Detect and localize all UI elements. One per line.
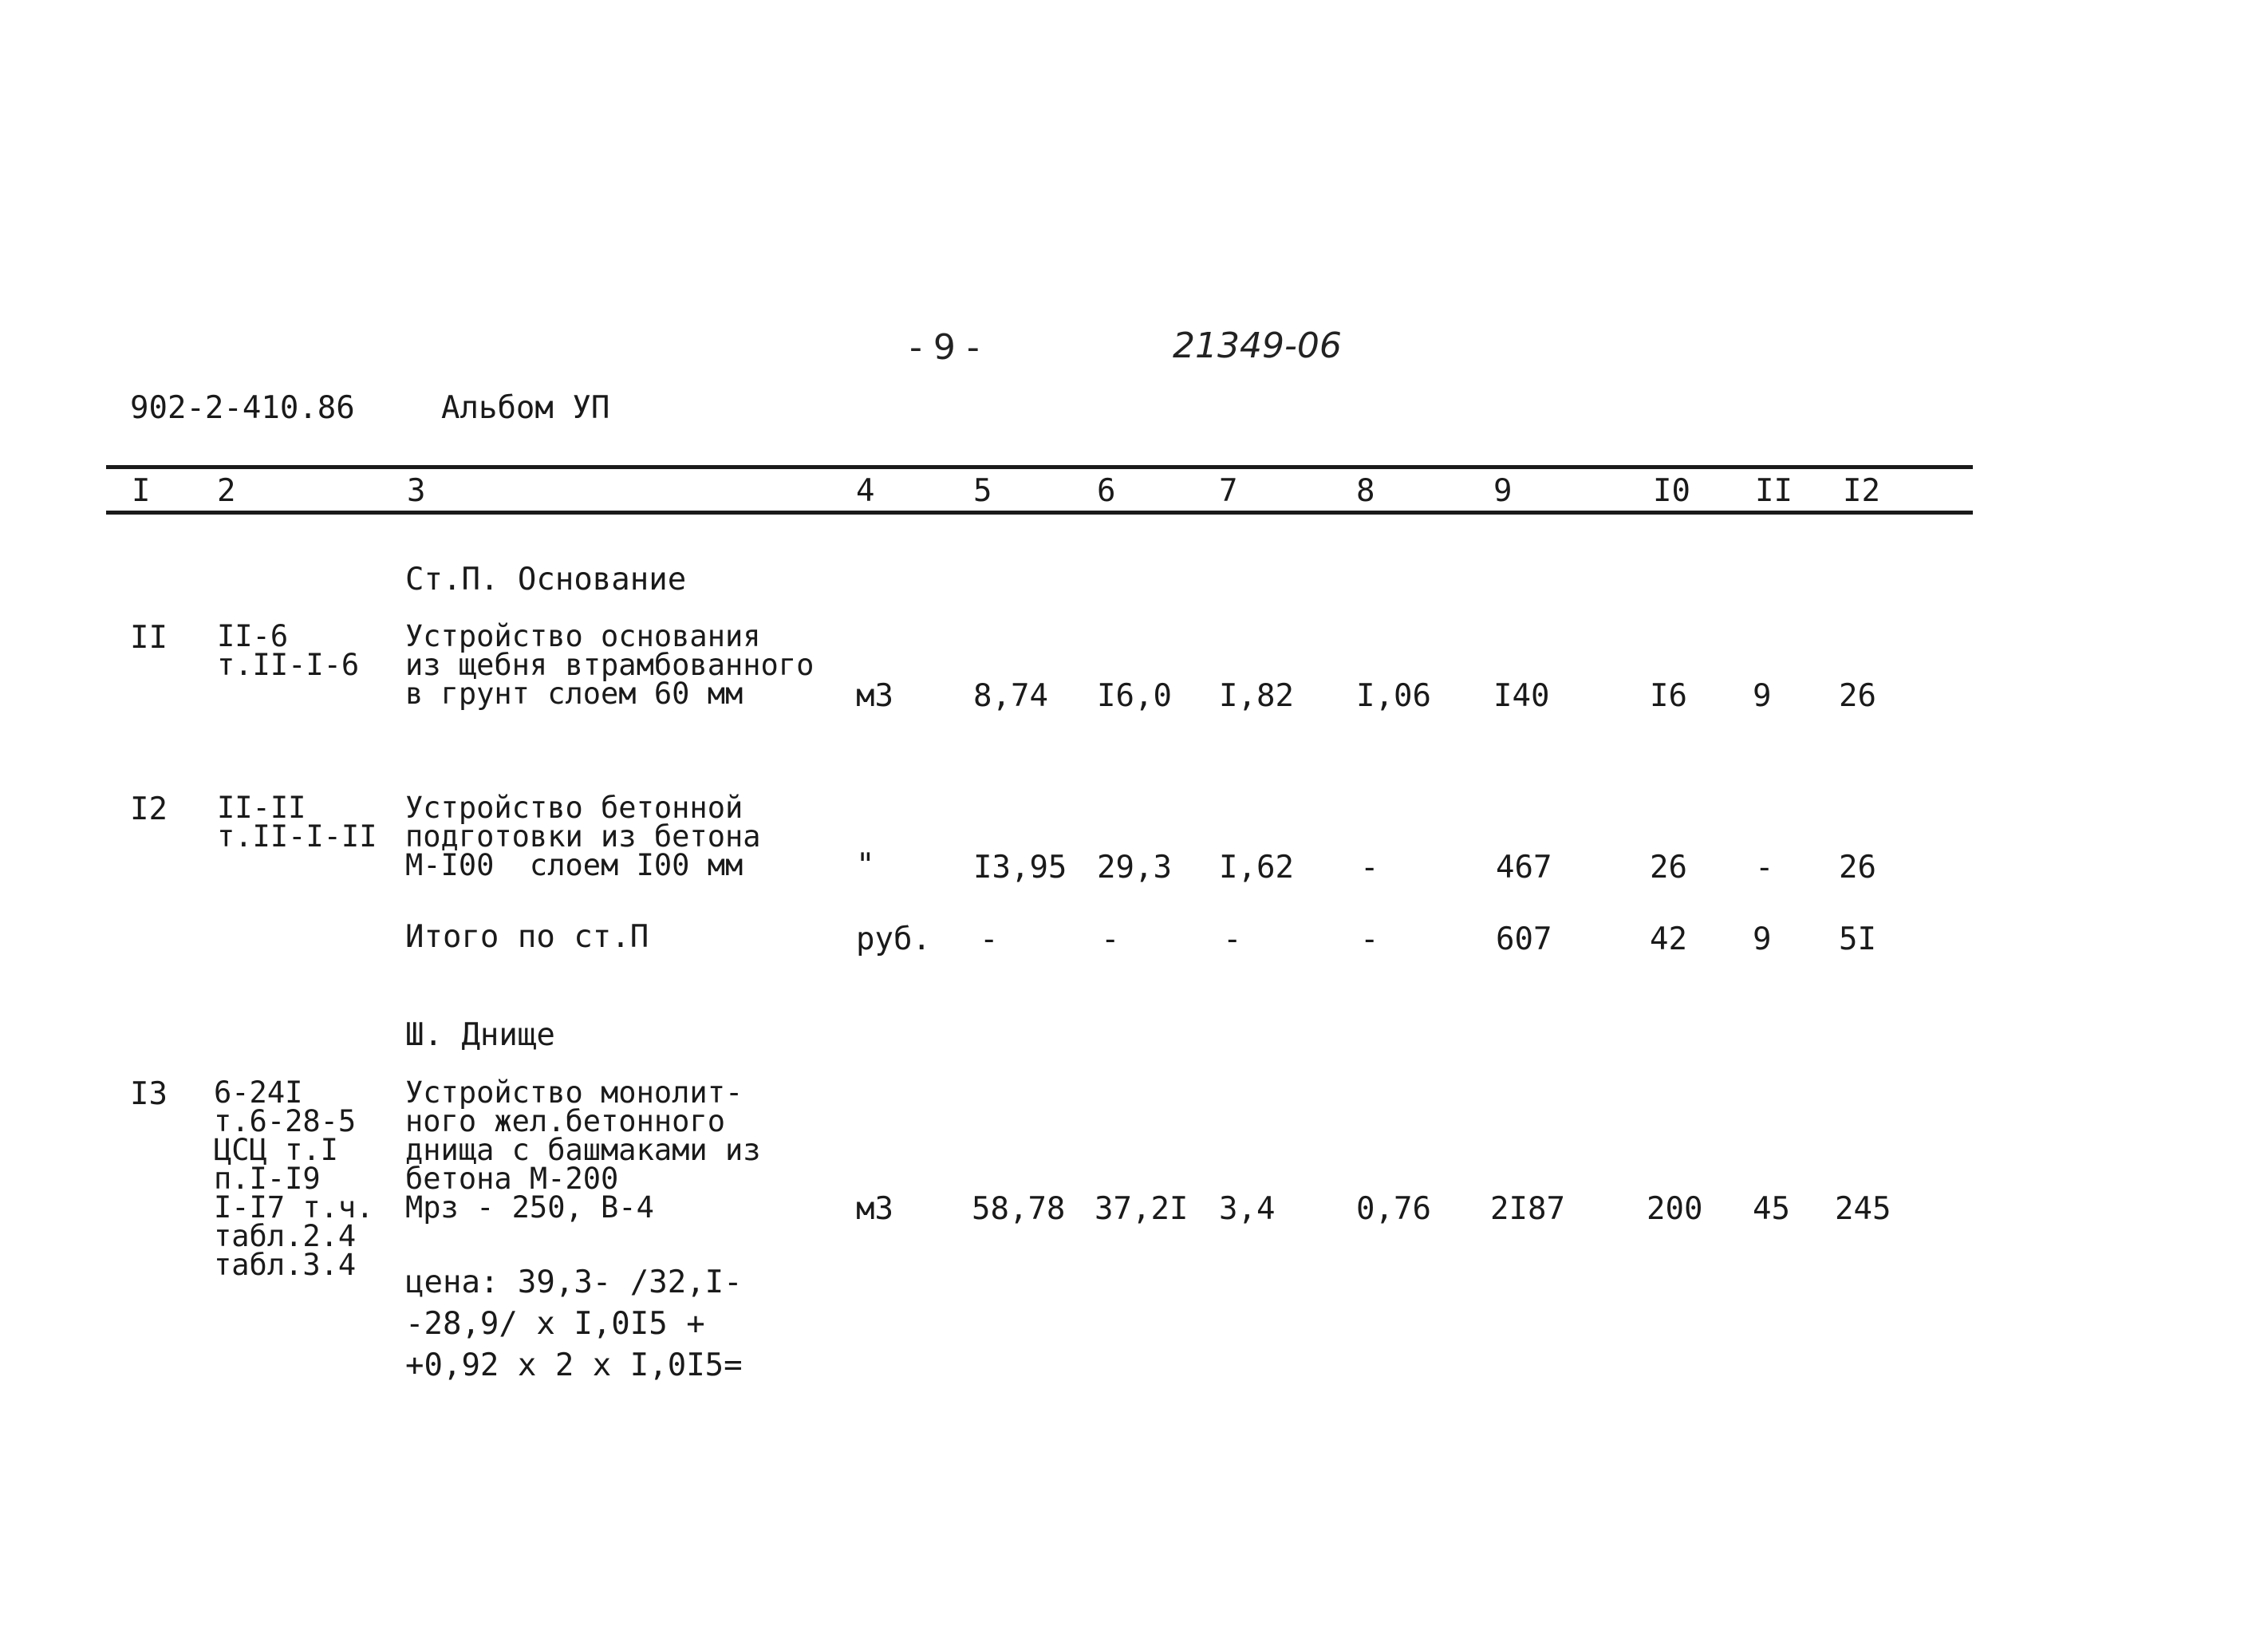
row-col7: I,82 — [1219, 678, 1294, 714]
row-col5: 8,74 — [973, 678, 1048, 714]
subtotal-col9: 607 — [1496, 921, 1552, 957]
row-col5: 58,78 — [972, 1191, 1066, 1227]
col-header-5: 5 — [973, 473, 992, 509]
row-code: II-II т.II-I-II — [217, 791, 377, 854]
row-number: I2 — [130, 791, 168, 827]
row-col8: I,06 — [1356, 678, 1431, 714]
row-col6: 37,2I — [1095, 1191, 1189, 1227]
handwritten-code: 21349-06 — [1173, 325, 1342, 366]
row-unit: " — [856, 847, 875, 883]
row-col10: 200 — [1647, 1191, 1703, 1227]
subtotal-unit: руб. — [856, 921, 931, 957]
section-title: Ст.П. Основание — [405, 562, 687, 598]
price-note-line: цена: 39,3- /32,I- — [405, 1264, 743, 1300]
row-col9: I40 — [1493, 678, 1550, 714]
subtotal-col5: - — [980, 921, 999, 957]
row-col12: 26 — [1839, 850, 1876, 886]
row-col9: 467 — [1496, 850, 1552, 886]
col-header-3: 3 — [407, 473, 426, 509]
section-title: Ш. Днище — [405, 1017, 555, 1053]
col-header-9: 9 — [1493, 473, 1513, 509]
col-header-6: 6 — [1097, 473, 1116, 509]
row-col7: 3,4 — [1219, 1191, 1276, 1227]
subtotal-col10: 42 — [1650, 921, 1687, 957]
table-header-bottom-rule — [106, 511, 1973, 515]
row-col11: 45 — [1753, 1191, 1790, 1227]
row-col5: I3,95 — [973, 850, 1067, 886]
row-col12: 245 — [1835, 1191, 1891, 1227]
row-unit: м3 — [856, 1191, 893, 1227]
row-col10: I6 — [1650, 678, 1687, 714]
subtotal-col7: - — [1223, 921, 1242, 957]
row-number: II — [130, 620, 168, 656]
row-col6: 29,3 — [1097, 850, 1172, 886]
row-col6: I6,0 — [1097, 678, 1172, 714]
row-col11: - — [1755, 850, 1774, 886]
col-header-1: I — [132, 473, 151, 509]
row-description: Устройство бетонной подготовки из бетона М-I00 слоем I00 мм — [405, 791, 761, 882]
price-note-line: +0,92 x 2 x I,0I5= — [405, 1347, 743, 1383]
subtotal-col11: 9 — [1753, 921, 1772, 957]
row-col8: - — [1360, 850, 1379, 886]
row-col9: 2I87 — [1490, 1191, 1565, 1227]
subtotal-col8: - — [1360, 921, 1379, 957]
col-header-10: I0 — [1653, 473, 1690, 509]
doc-code: 902-2-410.86 — [130, 390, 355, 426]
row-description: Устройство монолит- ного жел.бетонного днища с башмаками из бетона М-200 Мрз - 250, В-4 — [405, 1075, 761, 1225]
col-header-4: 4 — [856, 473, 875, 509]
col-header-7: 7 — [1219, 473, 1238, 509]
col-header-2: 2 — [217, 473, 236, 509]
row-number: I3 — [130, 1076, 168, 1112]
subtotal-label: Итого по ст.П — [405, 919, 649, 955]
col-header-8: 8 — [1356, 473, 1375, 509]
page-number: - 9 - — [909, 327, 980, 368]
subtotal-col6: - — [1101, 921, 1120, 957]
row-code: II-6 т.II-I-6 — [217, 619, 360, 682]
row-description: Устройство основания из щебня втрамбованного в грунт слоем 60 мм — [405, 619, 815, 711]
row-col7: I,62 — [1219, 850, 1294, 886]
row-col8: 0,76 — [1356, 1191, 1431, 1227]
album-label: Альбом УП — [441, 390, 610, 426]
table-top-rule — [106, 465, 1973, 469]
col-header-11: II — [1755, 473, 1793, 509]
col-header-12: I2 — [1843, 473, 1880, 509]
subtotal-col12: 5I — [1839, 921, 1876, 957]
row-code: 6-24I т.6-28-5 ЦСЦ т.I п.I-I9 I-I7 т.ч. табл.2.4 табл.3.4 — [214, 1075, 374, 1282]
row-unit: м3 — [856, 678, 893, 714]
row-col11: 9 — [1753, 678, 1772, 714]
row-col12: 26 — [1839, 678, 1876, 714]
price-note-line: -28,9/ x I,0I5 + — [405, 1306, 705, 1342]
row-col10: 26 — [1650, 850, 1687, 886]
